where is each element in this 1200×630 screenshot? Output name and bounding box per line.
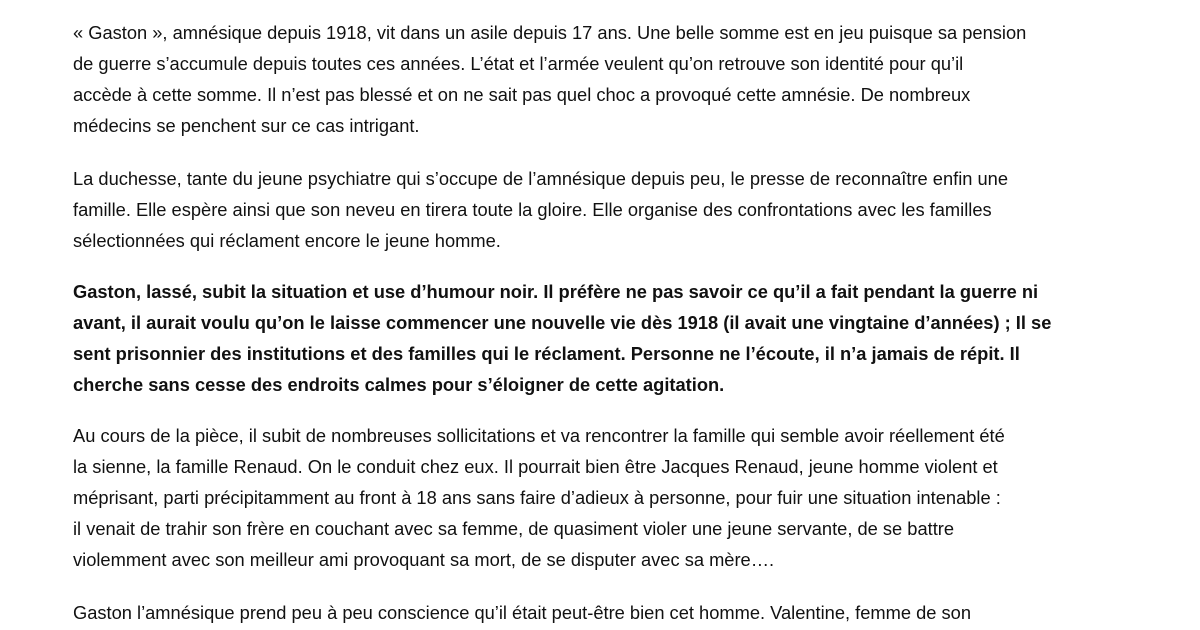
paragraph-famille-renaud bbox=[73, 420, 1133, 575]
text-line: « Gaston », amnésique depuis 1918, vit dans un asile depuis 17 ans. Une belle somme est en jeu puisque sa pension bbox=[73, 22, 1027, 43]
paragraph-intro bbox=[73, 17, 1133, 141]
paragraph-gaston-bold bbox=[73, 276, 1133, 400]
text-line: accède à cette somme. Il n’est pas blessé et on ne sait pas quel choc a provoqué cette amnésie. De nombreux bbox=[73, 84, 971, 105]
text-line: famille. Elle espère ainsi que son neveu en tirera toute la gloire. Elle organise des confrontations avec les familles bbox=[73, 199, 992, 220]
text-line: Gaston l’amnésique prend peu à peu conscience qu’il était peut-être bien cet homme. Valentine, femme de son bbox=[73, 602, 972, 623]
text-line: Gaston, lassé, subit la situation et use d’humour noir. Il préfère ne pas savoir ce qu’il a fait pendant la guerre ni bbox=[73, 281, 1039, 302]
text-line: sélectionnées qui réclament encore le jeune homme. bbox=[73, 230, 501, 251]
paragraph-conclusion bbox=[73, 597, 1133, 628]
text-line: il venait de trahir son frère en couchant avec sa femme, de quasiment violer une jeune servante, de se battre bbox=[73, 518, 955, 539]
text-line: avant, il aurait voulu qu’on le laisse commencer une nouvelle vie dès 1918 (il avait une vingtaine d’années) ; Il se bbox=[73, 312, 1052, 333]
text-line: Au cours de la pièce, il subit de nombreuses sollicitations et va rencontrer la famille qui semble avoir réellement été bbox=[73, 425, 1005, 446]
text-line: cherche sans cesse des endroits calmes pour s’éloigner de cette agitation. bbox=[73, 374, 725, 395]
text-line: de guerre s’accumule depuis toutes ces années. L’état et l’armée veulent qu’on retrouve son identité pour qu’il bbox=[73, 53, 964, 74]
text-line: La duchesse, tante du jeune psychiatre qui s’occupe de l’amnésique depuis peu, le presse de reconnaître enfin une bbox=[73, 168, 1009, 189]
text-line: méprisant, parti précipitamment au front à 18 ans sans faire d’adieux à personne, pour fuir une situation intenable : bbox=[73, 487, 1001, 508]
text-line: médecins se penchent sur ce cas intrigant. bbox=[73, 115, 420, 136]
text-line: sent prisonnier des institutions et des familles qui le réclament. Personne ne l’écoute, il n’a jamais de répit. Il bbox=[73, 343, 1020, 364]
text-line: la sienne, la famille Renaud. On le conduit chez eux. Il pourrait bien être Jacques Renaud, jeune homme violent et bbox=[73, 456, 998, 477]
text-line: violemment avec son meilleur ami provoquant sa mort, de se disputer avec sa mère…. bbox=[73, 549, 775, 570]
paragraph-duchesse bbox=[73, 163, 1133, 256]
